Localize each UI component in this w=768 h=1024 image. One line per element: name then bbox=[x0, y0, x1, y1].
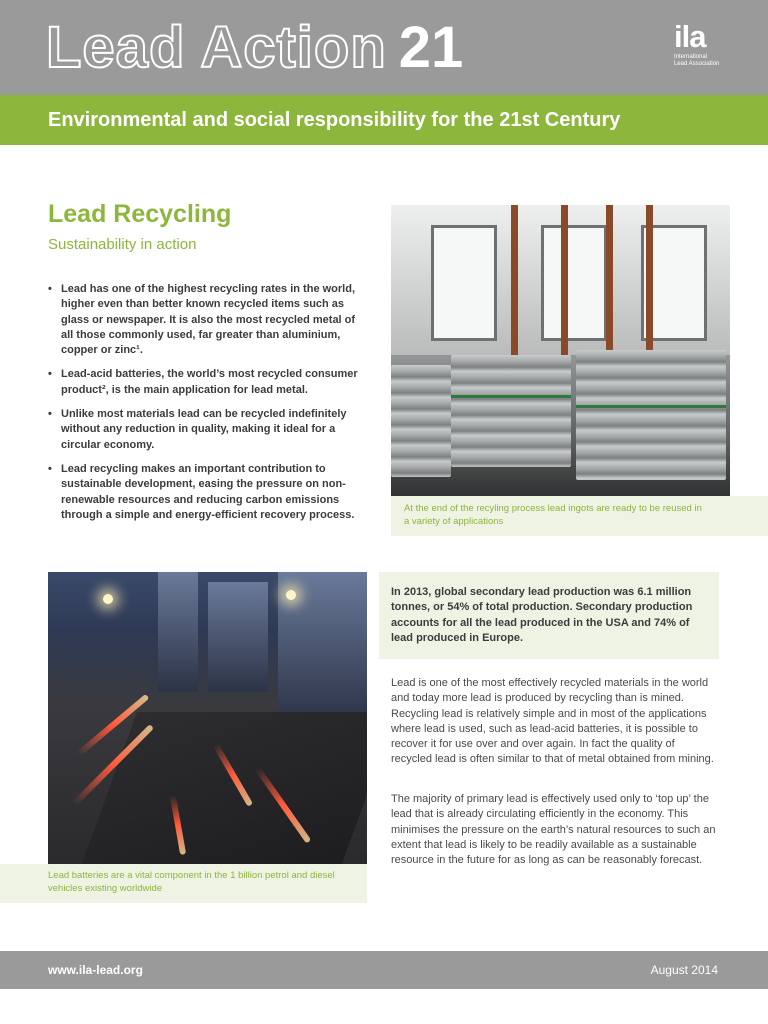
traffic-caption-box bbox=[0, 864, 367, 903]
ingot-stack bbox=[576, 350, 726, 480]
ingots-caption-box bbox=[391, 496, 768, 536]
ingots-caption: At the end of the recyling process lead ingots are ready to be reused in a variety of applications bbox=[404, 503, 702, 527]
article-subtitle: Sustainability in action bbox=[48, 236, 197, 253]
photo-window bbox=[431, 225, 497, 341]
key-point: • Lead recycling makes an important contribution to sustainable development, easing the pressure on non-renewable resources and reducing carbon emissions through a simple and energy-efficient recovery process. bbox=[48, 462, 366, 523]
fact-box bbox=[379, 572, 719, 659]
tagline: Environmental and social responsibility for the 21st Century bbox=[48, 108, 621, 131]
masthead-title: Lead Action bbox=[46, 14, 387, 80]
traffic-photo bbox=[48, 572, 367, 864]
publication-date: August 2014 bbox=[650, 963, 718, 977]
key-point: • Lead-acid batteries, the world’s most recycled consumer product², is the main application for lead metal. bbox=[48, 367, 366, 398]
ingot-band bbox=[576, 405, 726, 408]
street-lamp bbox=[286, 590, 296, 600]
ila-logo-mark: ila bbox=[674, 19, 706, 54]
ila-logo-name-line1: International bbox=[674, 54, 708, 60]
photo-building bbox=[208, 582, 268, 692]
key-point: • Lead has one of the highest recycling rates in the world, higher even than better known recycled items such as glass or newspaper. It is also the most recycled metal of all those commonly used, far greater than aluminium, copper or zinc¹. bbox=[48, 282, 366, 358]
footer-band bbox=[0, 951, 768, 989]
masthead bbox=[46, 14, 463, 80]
body-paragraph: The majority of primary lead is effectively used only to ‘top up’ the lead that is already circulating efficiently in the economy. This minimises the pressure on the earth’s natural resources to such an extent that lead is likely to be readily available as a sustainable resource in the future for as long as can be reasonably forecast. bbox=[391, 793, 716, 867]
photo-building bbox=[158, 572, 198, 692]
body-paragraph: Lead is one of the most effectively recycled materials in the world and today more lead is produced by recycling than is mined. Recycling lead is relatively simple and in most of the applications where lead is used, such as lead-acid batteries, it is possible to recover it for use over and over again. In fact the quality of recycled lead is often similar to that of metal obtained from mining. bbox=[391, 677, 714, 766]
lead-ingots-photo bbox=[391, 205, 730, 496]
street-lamp bbox=[103, 594, 113, 604]
header-band bbox=[0, 0, 768, 95]
ingot-band bbox=[451, 395, 571, 398]
key-points-list bbox=[48, 282, 366, 532]
masthead-issue-number: 21 bbox=[398, 14, 464, 80]
website-link[interactable]: www.ila-lead.org bbox=[48, 963, 143, 977]
article-title: Lead Recycling bbox=[48, 200, 232, 228]
key-point: • Unlike most materials lead can be recycled indefinitely without any reduction in quality, making it ideal for a circular economy. bbox=[48, 407, 366, 453]
tagline-band bbox=[0, 95, 768, 145]
ila-logo bbox=[674, 19, 726, 74]
ingot-stack bbox=[391, 365, 451, 477]
ila-logo-name-line2: Lead Association bbox=[674, 61, 720, 67]
photo-window bbox=[541, 225, 607, 341]
traffic-caption: Lead batteries are a vital component in the 1 billion petrol and diesel vehicles existing worldwide bbox=[48, 870, 335, 894]
ingot-stack bbox=[451, 355, 571, 467]
photo-road bbox=[79, 712, 367, 864]
fact-text: In 2013, global secondary lead production was 6.1 million tonnes, or 54% of total production. Secondary production accounts for all the lead produced in the USA and 74% of lead produced in Europe. bbox=[391, 586, 693, 644]
